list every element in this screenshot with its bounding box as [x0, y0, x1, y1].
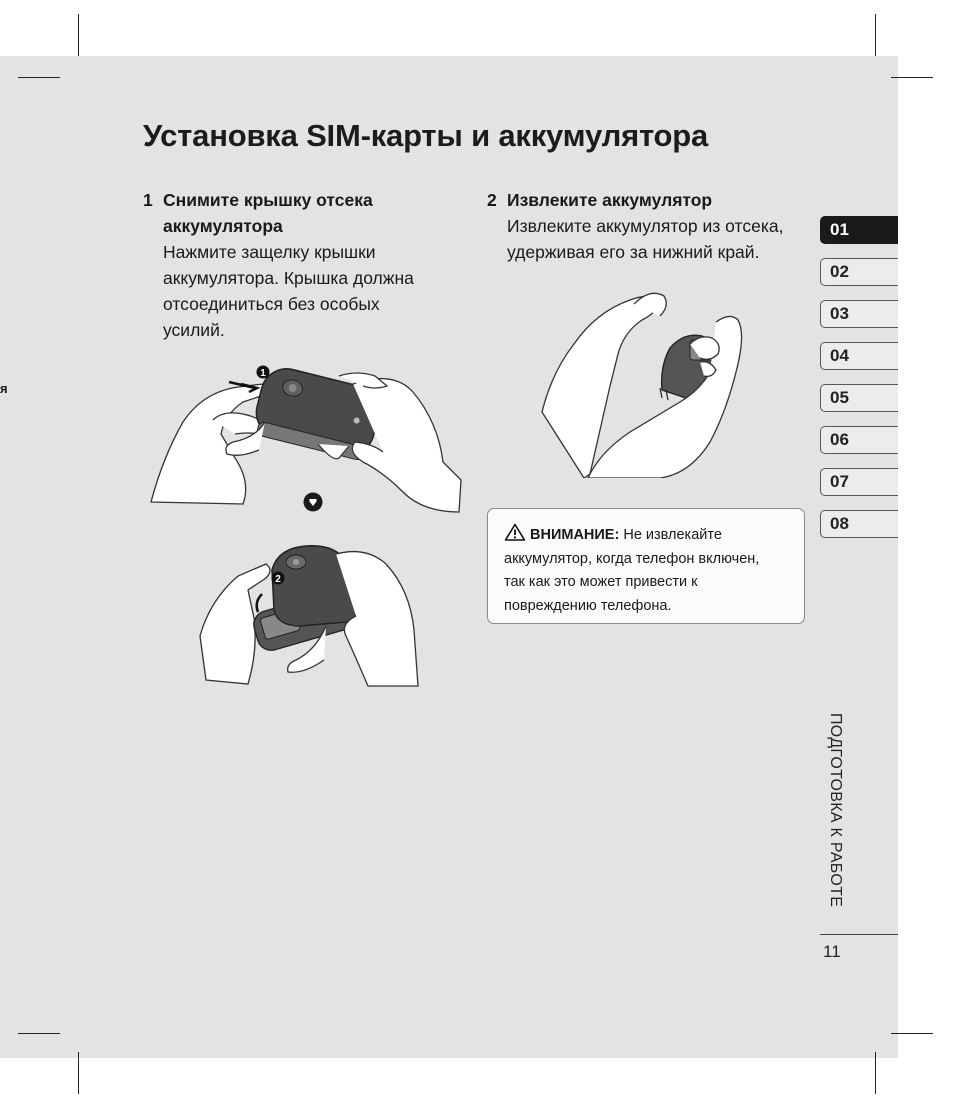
step-text: Извлеките аккумулятор из отсека, удерживая его за нижний край. — [507, 216, 784, 262]
tab-08[interactable]: 08 — [820, 510, 898, 538]
warning-text-line: повреждению телефона. — [504, 597, 672, 614]
crop-mark — [78, 1052, 79, 1094]
section-label: ПОДГОТОВКА К РАБОТЕ — [827, 713, 844, 908]
tab-05[interactable]: 05 — [820, 384, 898, 412]
warning-text-line: аккумулятор, когда телефон включен, — [504, 550, 760, 567]
crop-mark — [875, 14, 876, 56]
arrow-down-circle-icon — [302, 491, 324, 513]
warning-text: Не извлекайте — [619, 527, 722, 543]
step-number: 1 — [143, 190, 153, 210]
page-number-divider — [820, 934, 898, 935]
crop-mark — [18, 1033, 60, 1034]
crop-mark — [78, 14, 79, 56]
step-heading: Снимите крышку отсека аккумулятора — [163, 190, 373, 236]
tab-02[interactable]: 02 — [820, 258, 898, 286]
step-1 — [143, 187, 463, 343]
warning-text-line: так как это может привести к — [504, 574, 698, 590]
warning-first-line — [504, 523, 792, 548]
crop-mark — [875, 1052, 876, 1094]
crop-mark — [891, 77, 933, 78]
tab-04[interactable]: 04 — [820, 342, 898, 370]
warning-triangle-icon — [504, 523, 526, 541]
crop-mark — [891, 1033, 933, 1034]
warning-box — [487, 508, 805, 624]
page-number: 11 — [823, 942, 841, 961]
tab-07[interactable]: 07 — [820, 468, 898, 496]
illustration-lift-cover — [196, 540, 420, 688]
illustration-remove-battery — [540, 282, 745, 478]
step-2 — [487, 187, 817, 265]
tab-03[interactable]: 03 — [820, 300, 898, 328]
step-marker-1: 1 — [260, 368, 266, 379]
step-heading: Извлеките аккумулятор — [507, 190, 713, 210]
step-text: Нажмите защелку крышки аккумулятора. Крышка должна отсоединиться без особых усилий. — [163, 242, 414, 340]
tab-06[interactable]: 06 — [820, 426, 898, 454]
page-title: Установка SIM-карты и аккумулятора — [143, 118, 709, 153]
warning-label: ВНИМАНИЕ: — [530, 527, 620, 543]
step-marker-2: 2 — [275, 574, 281, 585]
tab-01[interactable]: 01 — [820, 216, 898, 244]
margin-letter: я — [0, 381, 8, 396]
crop-mark — [18, 77, 60, 78]
step-number: 2 — [487, 190, 497, 210]
